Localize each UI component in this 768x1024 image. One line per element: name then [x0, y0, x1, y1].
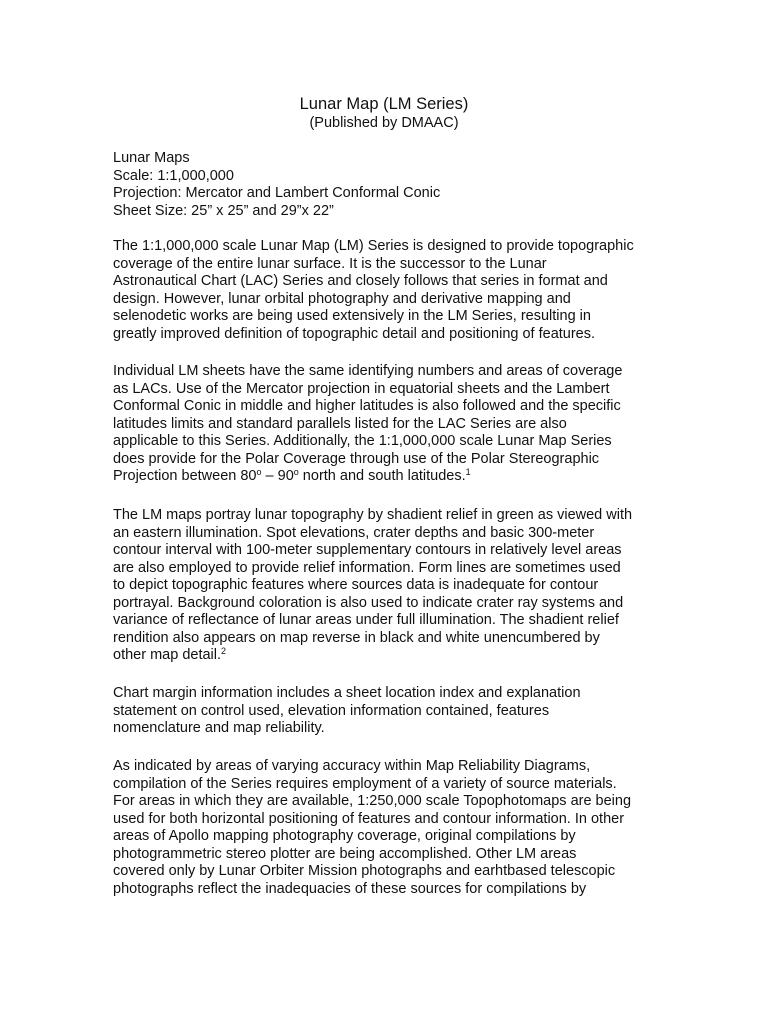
text-line: used for both horizontal positioning of features and contour information. In other: [113, 810, 625, 827]
text-line: latitudes limits and standard parallels listed for the LAC Series are also: [113, 415, 567, 432]
spec-line: Scale: 1:1,000,000: [113, 167, 234, 184]
text-line: compilation of the Series requires employment of a variety of source materials.: [113, 775, 617, 792]
text-fragment: north and south latitudes.: [298, 468, 466, 484]
document-subtitle: (Published by DMAAC): [309, 115, 459, 131]
text-line: Chart margin information includes a sheet location index and explanation: [113, 685, 581, 701]
text-line: Astronautical Chart (LAC) Series and closely follows that series in format and: [113, 273, 608, 289]
text-line: selenodetic works are being used extensively in the LM Series, resulting in: [113, 308, 591, 324]
text-line: [113, 647, 658, 665]
text-line: [113, 468, 658, 486]
text-line: areas of Apollo mapping photography coverage, original compilations by: [113, 828, 576, 844]
paragraph-5: [113, 758, 658, 898]
text-line: nomenclature and map reliability.: [113, 720, 325, 736]
text-line: The LM maps portray lunar topography by shadient relief in green as viewed with: [113, 507, 633, 523]
paragraph-2: [113, 363, 658, 486]
text-fragment: Projection between 80: [113, 468, 257, 484]
text-fragment: other map detail.: [113, 647, 222, 663]
degree-mark: o: [256, 467, 262, 477]
text-line: variance of reflectance of lunar areas under full illumination. The shadient relief: [113, 612, 619, 628]
paragraph-4: [113, 685, 658, 738]
text-line: coverage of the entire lunar surface. It is the successor to the Lunar: [113, 255, 547, 272]
text-line: to depict topographic features where sources data is inadequate for contour: [113, 577, 599, 593]
spec-line: Lunar Maps: [113, 150, 190, 166]
footnote-marker: 2: [221, 646, 227, 656]
text-line: The 1:1,000,000 scale Lunar Map (LM) Series is designed to provide topographic: [113, 238, 634, 254]
text-line: as LACs. Use of the Mercator projection in equatorial sheets and the Lambert: [113, 380, 610, 397]
spec-line: Sheet Size: 25” x 25” and 29”x 22”: [113, 202, 334, 219]
text-line: does provide for the Polar Coverage through use of the Polar Stereographic: [113, 450, 600, 467]
text-line: Conformal Conic in middle and higher latitudes is also followed and the specific: [113, 398, 621, 414]
text-fragment: – 90: [261, 468, 294, 484]
text-line: photographs reflect the inadequacies of these sources for compilations by: [113, 880, 587, 897]
paragraph-3: [113, 507, 658, 665]
document-title: Lunar Map (LM Series): [299, 95, 469, 113]
text-line: Individual LM sheets have the same identifying numbers and areas of coverage: [113, 363, 623, 379]
text-line: an eastern illumination. Spot elevations, crater depths and basic 300-meter: [113, 524, 595, 541]
text-line: For areas in which they are available, 1:250,000 scale Topophotomaps are being: [113, 793, 632, 809]
text-line: are also employed to provide relief information. Form lines are sometimes used: [113, 559, 621, 576]
text-line: statement on control used, elevation information contained, features: [113, 702, 550, 719]
map-specifications: [113, 150, 658, 220]
paragraph-1: [113, 238, 658, 343]
spec-line: Projection: Mercator and Lambert Conformal Conic: [113, 185, 441, 201]
text-line: covered only by Lunar Orbiter Mission photographs and earhtbased telescopic: [113, 863, 616, 879]
text-line: greatly improved definition of topographic detail and positioning of features.: [113, 325, 596, 342]
text-line: design. However, lunar orbital photography and derivative mapping and: [113, 290, 571, 307]
text-line: contour interval with 100-meter supplementary contours in relatively level areas: [113, 542, 622, 558]
degree-mark: o: [293, 467, 299, 477]
text-line: photogrammetric stereo plotter are being accomplished. Other LM areas: [113, 845, 577, 862]
text-line: portrayal. Background coloration is also used to indicate crater ray systems and: [113, 594, 624, 611]
text-line: As indicated by areas of varying accuracy within Map Reliability Diagrams,: [113, 758, 591, 774]
footnote-marker: 1: [465, 467, 471, 477]
text-line: applicable to this Series. Additionally, the 1:1,000,000 scale Lunar Map Series: [113, 433, 612, 449]
text-line: rendition also appears on map reverse in black and white unencumbered by: [113, 629, 600, 646]
